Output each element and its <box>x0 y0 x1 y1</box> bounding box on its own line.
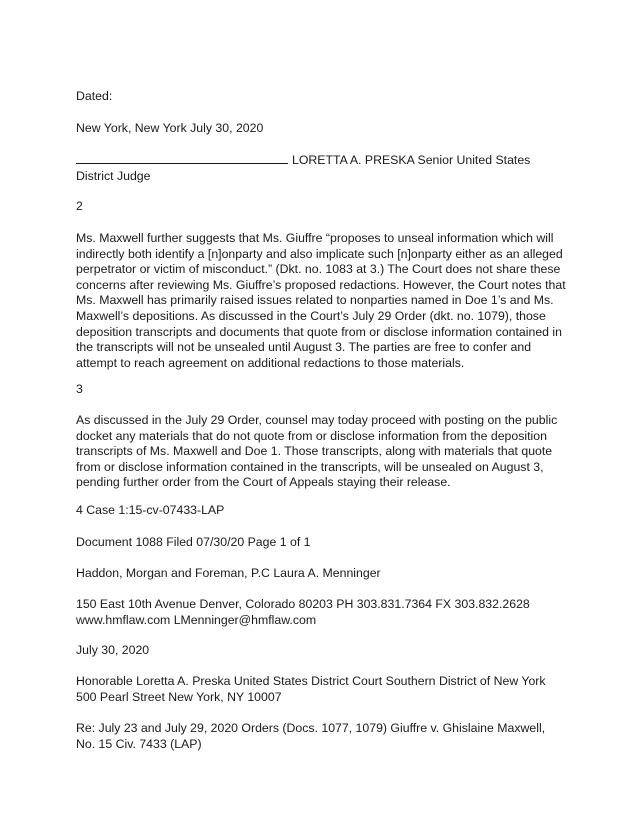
signature-line <box>76 152 288 164</box>
footnote-2-marker: 2 <box>76 199 83 213</box>
letter-date: July 30, 2020 <box>76 643 150 657</box>
place-date: New York, New York July 30, 2020 <box>76 121 264 135</box>
footnote-3-text: As discussed in the July 29 Order, counsel may today proceed with posting on the public docket any materials that do not quote from or disclose information from the deposition transcripts of Ms. Maxwell and Doe 1. Those transcripts, along with materials that quote from or disclose information contained in the transcripts, will be unsealed on August 3, pending further order from the Court of Appeals staying their release. <box>76 413 558 490</box>
footnote-3-marker: 3 <box>76 382 83 396</box>
signature-block <box>76 152 566 184</box>
case-line: 4 Case 1:15-cv-07433-LAP <box>76 503 225 517</box>
firm-line: Haddon, Morgan and Foreman, P.C Laura A. Menninger <box>76 566 381 580</box>
addressee: Honorable Loretta A. Preska United States District Court Southern District of New York 500 Pearl Street New York, NY 10007 <box>76 674 546 704</box>
footnote-2-text: Ms. Maxwell further suggests that Ms. Giuffre “proposes to unseal information which will indirectly both identify a [n]onparty and also implicate such [n]onparty either as an alleged perpetrator or victim of misconduct.” (Dkt. no. 1083 at 3.) The Court does not share these concerns after reviewing Ms. Giuffre’s proposed redactions. However, the Court notes that Ms. Maxwell has primarily raised issues related to nonparties named in Doe 1’s and Ms. Maxwell’s depositions. As discussed in the Court’s July 29 Order (dkt. no. 1079), those deposition transcripts and documents that quote from or disclose information contained in the transcripts will not be unsealed until August 3. The parties are free to confer and attempt to reach agreement on additional redactions to those materials. <box>76 231 566 370</box>
document-line: Document 1088 Filed 07/30/20 Page 1 of 1 <box>76 535 311 549</box>
address-line: 150 East 10th Avenue Denver, Colorado 80203 PH 303.831.7364 FX 303.832.2628 www.hmflaw.com LMenninger@hmflaw.com <box>76 597 530 627</box>
dated-label: Dated: <box>76 89 113 103</box>
signature-text: LORETTA A. PRESKA Senior United States District Judge <box>76 153 531 183</box>
re-line: Re: July 23 and July 29, 2020 Orders (Docs. 1077, 1079) Giuffre v. Ghislaine Maxwell, No. 15 Civ. 7433 (LAP) <box>76 721 546 751</box>
